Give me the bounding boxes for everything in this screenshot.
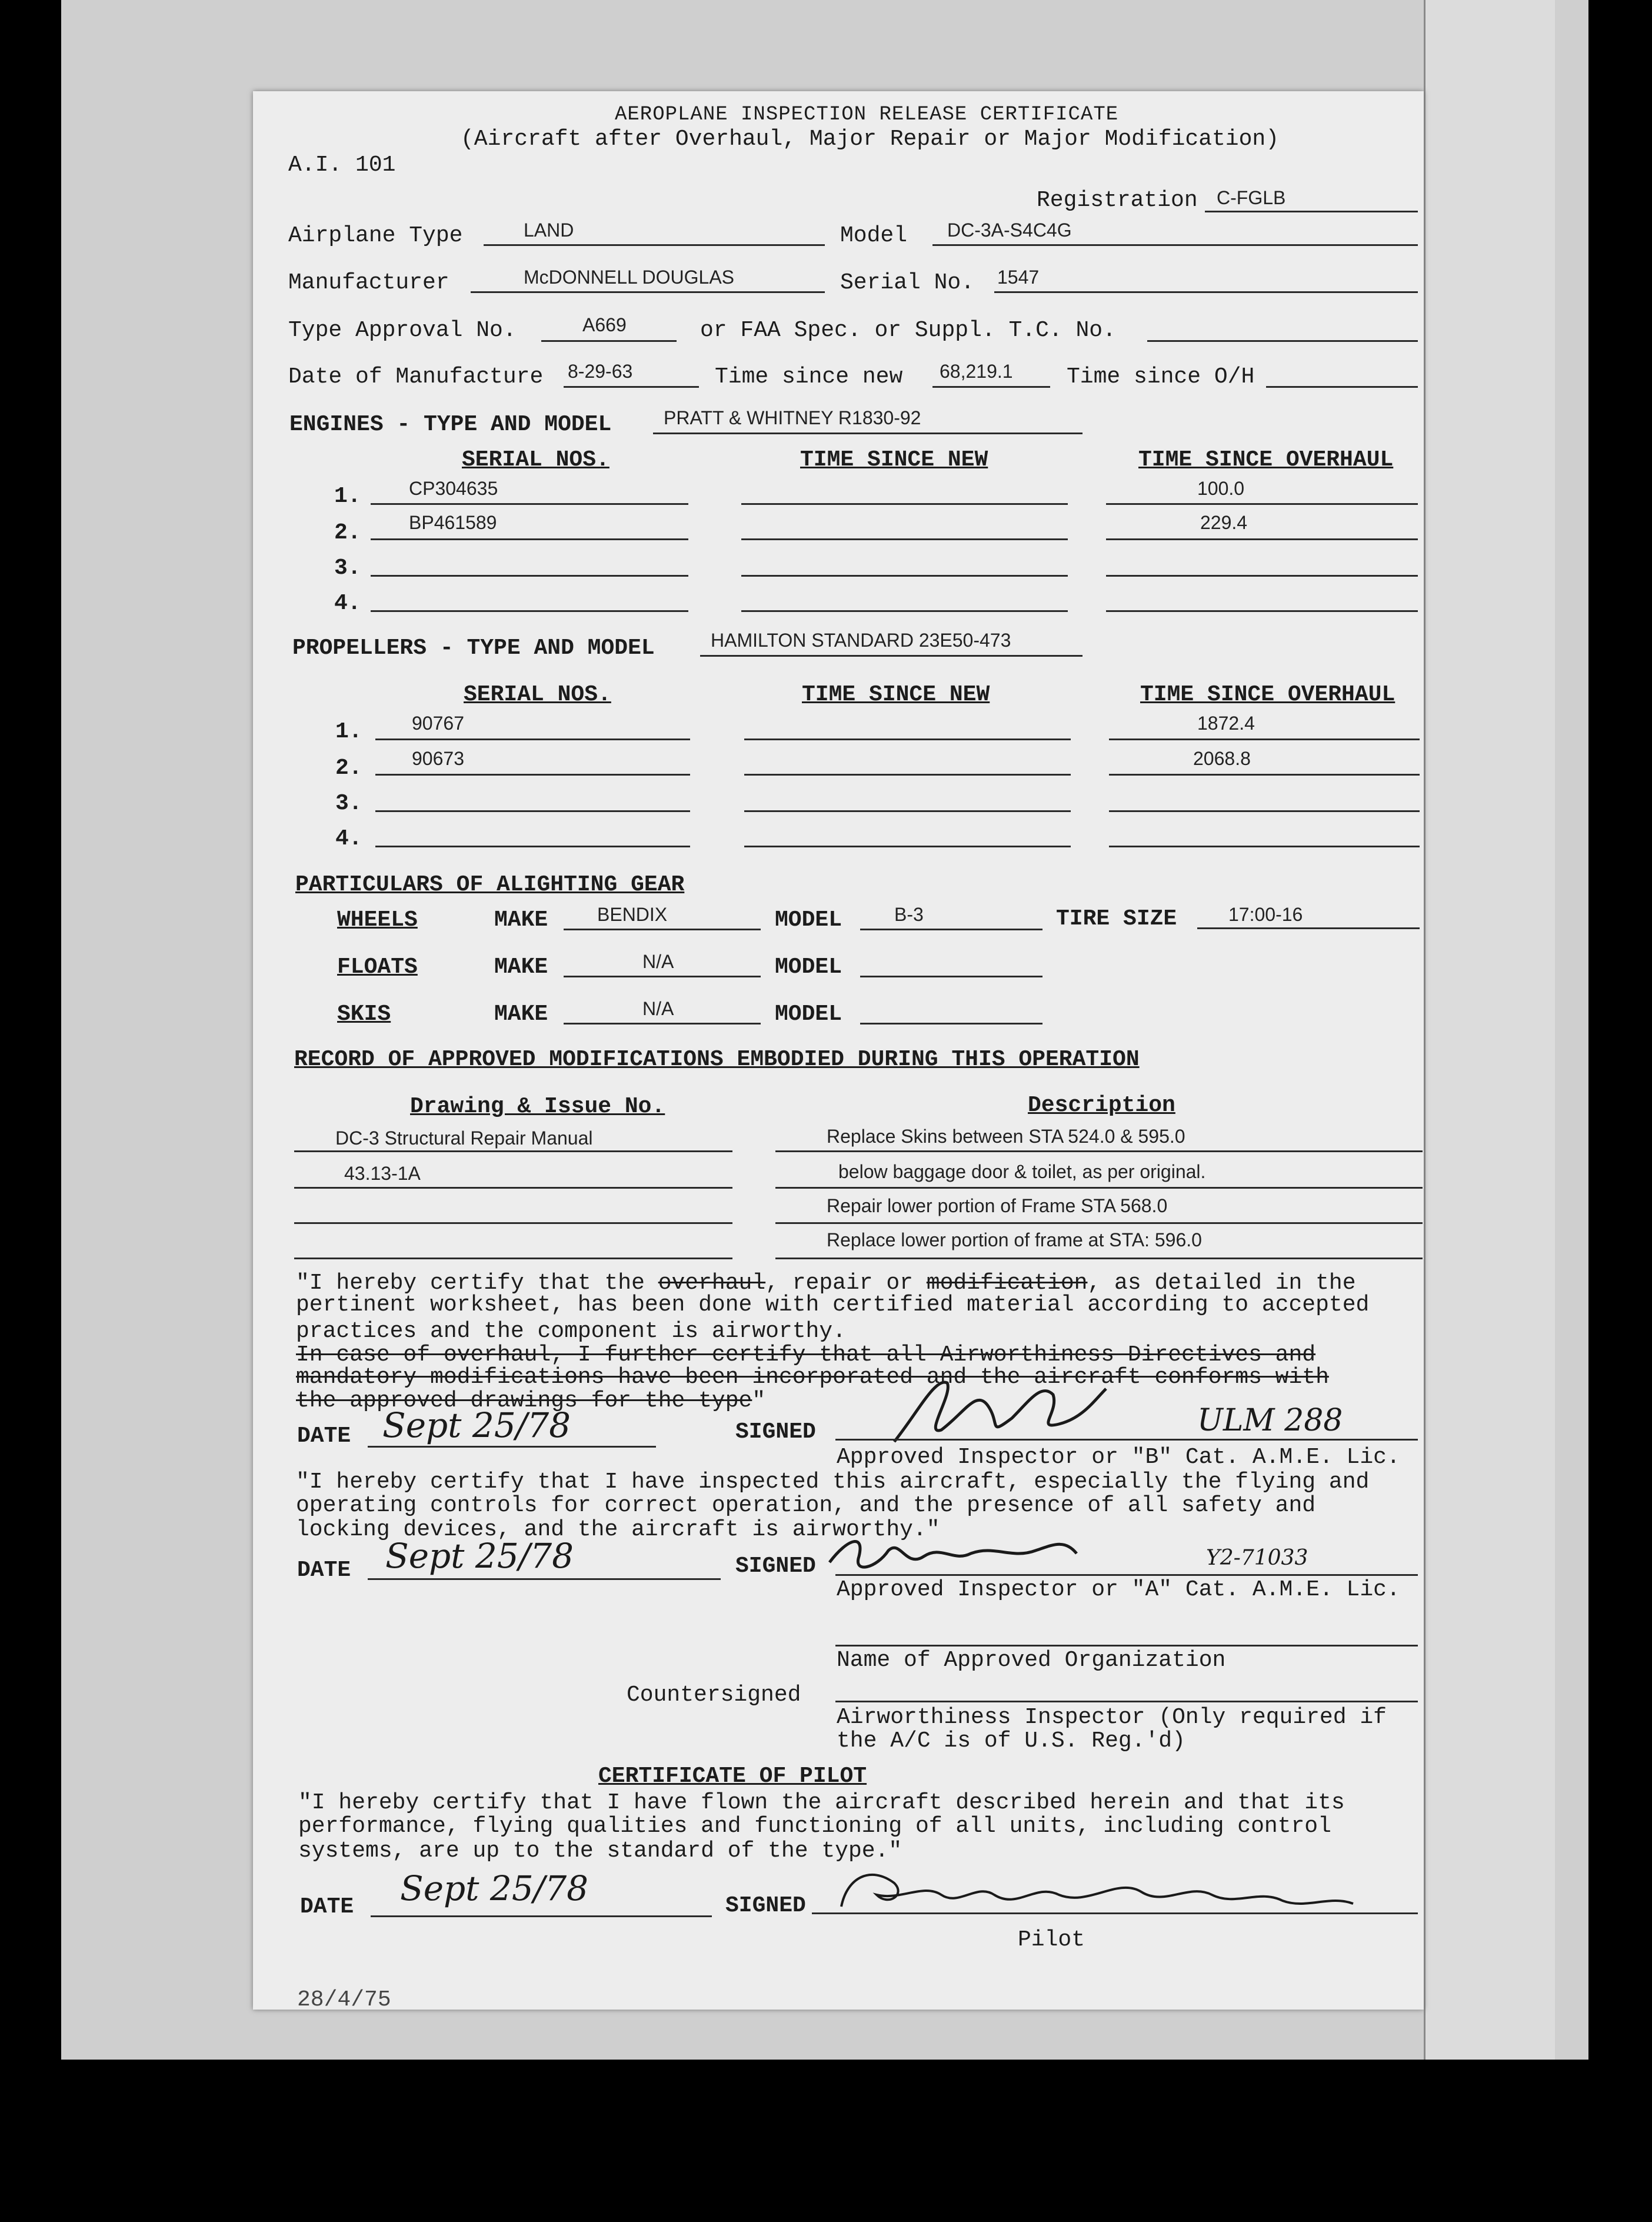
engine-row-number: 1. xyxy=(334,484,361,509)
countersigned-line xyxy=(835,1701,1418,1702)
cert1-signature xyxy=(882,1371,1153,1448)
pilot-date-handwritten: Sept 25/78 xyxy=(400,1868,589,1908)
propeller-row-line xyxy=(375,846,690,847)
org-line xyxy=(835,1645,1418,1646)
wheels-label: WHEELS xyxy=(337,907,418,933)
engines-col-serial: SERIAL NOS. xyxy=(462,447,609,473)
model-value: DC-3A-S4C4G xyxy=(947,219,1072,241)
skis-model-line xyxy=(860,1023,1043,1024)
time-since-overhaul-label: Time since O/H xyxy=(1067,364,1255,390)
pilot-label: Pilot xyxy=(1018,1927,1085,1952)
mod-row-line xyxy=(294,1222,732,1224)
cert2-date-line xyxy=(368,1578,721,1580)
time-since-new-value: 68,219.1 xyxy=(940,361,1013,382)
engines-col-time-overhaul: TIME SINCE OVERHAUL xyxy=(1138,447,1394,473)
cert1-line3: practices and the component is airworthy. xyxy=(296,1319,846,1344)
propeller-serial: 90673 xyxy=(412,748,464,769)
floats-model-label: MODEL xyxy=(775,954,842,980)
cert2-signed-label: SIGNED xyxy=(735,1554,816,1579)
mod-description: Repair lower portion of Frame STA 568.0 xyxy=(827,1195,1168,1216)
propeller-time-overhaul: 1872.4 xyxy=(1197,713,1255,734)
cert2-line2: operating controls for correct operation, and the presence of all safety and xyxy=(296,1493,1316,1518)
model-label: Model xyxy=(840,223,908,248)
time-since-overhaul-line xyxy=(1266,386,1418,388)
cert1-line5-struck: mandatory modifications have been incorporated and the aircraft conforms with xyxy=(296,1365,1329,1390)
tire-size-line xyxy=(1197,927,1420,929)
type-approval-value: A669 xyxy=(582,314,627,335)
mod-drawing: DC-3 Structural Repair Manual xyxy=(335,1127,593,1149)
pilot-signature xyxy=(824,1860,1377,1924)
propeller-row-line xyxy=(375,739,690,740)
engine-time-overhaul: 100.0 xyxy=(1197,478,1245,499)
cert1-signed-label: SIGNED xyxy=(735,1419,816,1445)
manufacturer-line xyxy=(471,291,825,293)
document-title: AEROPLANE INSPECTION RELEASE CERTIFICATE xyxy=(615,104,1119,126)
skis-make-label: MAKE xyxy=(494,1002,548,1027)
pilot-line1: "I hereby certify that I have flown the aircraft described herein and that its xyxy=(298,1790,1345,1815)
time-since-new-label: Time since new xyxy=(715,364,903,390)
propeller-row-line xyxy=(744,810,1071,812)
registration-label: Registration xyxy=(1037,188,1198,213)
aw-inspector-line1: Airworthiness Inspector (Only required if xyxy=(837,1705,1387,1730)
pilot-signed-line xyxy=(812,1912,1418,1914)
pilot-heading: CERTIFICATE OF PILOT xyxy=(598,1764,867,1789)
engine-row-line xyxy=(741,575,1068,577)
propeller-row-line xyxy=(375,810,690,812)
org-label: Name of Approved Organization xyxy=(837,1648,1226,1673)
propeller-row-line xyxy=(1109,846,1420,847)
floats-make-value: N/A xyxy=(642,951,674,972)
mods-col-description: Description xyxy=(1028,1093,1175,1118)
mod-description: Replace lower portion of frame at STA: 596.0 xyxy=(827,1229,1202,1250)
mod-description: Replace Skins between STA 524.0 & 595.0 xyxy=(827,1126,1185,1147)
floats-model-line xyxy=(860,976,1043,977)
faa-spec-line xyxy=(1147,340,1418,342)
manufacturer-label: Manufacturer xyxy=(288,270,449,295)
wheels-make-label: MAKE xyxy=(494,907,548,933)
engine-serial: CP304635 xyxy=(409,478,498,499)
airplane-type-line xyxy=(484,244,825,246)
propellers-col-time-overhaul: TIME SINCE OVERHAUL xyxy=(1140,682,1395,707)
engine-row-number: 4. xyxy=(334,591,361,616)
scan-edge-strip xyxy=(1424,0,1555,2060)
cert1-line1: "I hereby certify that the overhaul, repair or modification, as detailed in the xyxy=(296,1270,1356,1296)
tire-size-value: 17:00-16 xyxy=(1228,904,1303,925)
serial-value: 1547 xyxy=(997,267,1040,288)
cert2-line3: locking devices, and the aircraft is airworthy." xyxy=(296,1517,940,1542)
wheels-make-value: BENDIX xyxy=(597,904,668,925)
mod-drawing: 43.13-1A xyxy=(344,1163,421,1184)
cert2-licence-number: Y2-71033 xyxy=(1206,1546,1308,1570)
floats-make-label: MAKE xyxy=(494,954,548,980)
skis-make-value: N/A xyxy=(642,998,674,1019)
engines-heading: ENGINES - TYPE AND MODEL xyxy=(289,412,612,437)
engine-row-line xyxy=(371,503,688,505)
serial-line xyxy=(994,291,1418,293)
mod-row-line xyxy=(294,1258,732,1259)
registration-line xyxy=(1205,211,1418,212)
cert2-licence-label: Approved Inspector or "A" Cat. A.M.E. Lic. xyxy=(837,1577,1400,1602)
tire-size-label: TIRE SIZE xyxy=(1056,906,1177,932)
airplane-type-label: Airplane Type xyxy=(288,223,463,248)
faa-spec-label: or FAA Spec. or Suppl. T.C. No. xyxy=(700,318,1116,343)
date-of-manufacture-label: Date of Manufacture xyxy=(288,364,544,390)
propellers-col-serial: SERIAL NOS. xyxy=(464,682,611,707)
serial-label: Serial No. xyxy=(840,270,975,295)
propeller-row-line xyxy=(744,739,1071,740)
form-number: A.I. 101 xyxy=(288,152,396,178)
propeller-row-line xyxy=(375,774,690,776)
cert1-licence-number: ULM 288 xyxy=(1197,1403,1343,1438)
engine-serial: BP461589 xyxy=(409,512,497,533)
date-of-manufacture-line xyxy=(564,386,699,388)
cert2-signed-line xyxy=(835,1574,1418,1576)
cert1-date-label: DATE xyxy=(297,1423,351,1449)
airplane-type-value: LAND xyxy=(524,219,574,241)
wheels-model-label: MODEL xyxy=(775,907,842,933)
propeller-row-line xyxy=(1109,774,1420,776)
type-approval-line xyxy=(541,340,677,342)
cert1-signed-line xyxy=(835,1439,1418,1441)
gear-heading: PARTICULARS OF ALIGHTING GEAR xyxy=(295,872,685,897)
engines-col-time-new: TIME SINCE NEW xyxy=(800,447,988,473)
date-of-manufacture-value: 8-29-63 xyxy=(568,361,633,382)
engine-row-number: 2. xyxy=(334,520,361,545)
mod-row-line xyxy=(294,1187,732,1189)
floats-label: FLOATS xyxy=(337,954,418,980)
wheels-model-value: B-3 xyxy=(894,904,924,925)
cert2-date-handwritten: Sept 25/78 xyxy=(385,1536,574,1576)
engine-row-line xyxy=(371,575,688,577)
propeller-row-line xyxy=(744,846,1071,847)
propeller-row-number: 3. xyxy=(335,791,362,816)
form-revision-code: 28/4/75 xyxy=(297,1987,391,2013)
type-approval-label: Type Approval No. xyxy=(288,318,517,343)
mod-description: below baggage door & toilet, as per original. xyxy=(838,1161,1206,1182)
propeller-row-number: 1. xyxy=(335,719,362,744)
cert2-line1: "I hereby certify that I have inspected this aircraft, especially the flying and xyxy=(296,1469,1370,1495)
engine-row-line xyxy=(741,610,1068,612)
engine-row-number: 3. xyxy=(334,556,361,581)
cert1-line4-struck: In case of overhaul, I further certify that all Airworthiness Directives and xyxy=(296,1342,1316,1368)
propeller-time-overhaul: 2068.8 xyxy=(1193,748,1251,769)
model-line xyxy=(932,244,1418,246)
propeller-row-number: 2. xyxy=(335,756,362,781)
propellers-model-value: HAMILTON STANDARD 23E50-473 xyxy=(711,630,1011,651)
engine-row-line xyxy=(371,538,688,540)
engines-model-value: PRATT & WHITNEY R1830-92 xyxy=(664,407,921,428)
propeller-row-line xyxy=(1109,810,1420,812)
cert1-date-line xyxy=(368,1446,656,1448)
pilot-line3: systems, are up to the standard of the type." xyxy=(298,1838,902,1864)
cert2-date-label: DATE xyxy=(297,1558,351,1583)
aw-inspector-line2: the A/C is of U.S. Reg.'d) xyxy=(837,1728,1185,1754)
wheels-model-line xyxy=(860,929,1043,930)
propellers-model-line xyxy=(700,655,1083,657)
countersigned-label: Countersigned xyxy=(627,1682,801,1708)
propellers-heading: PROPELLERS - TYPE AND MODEL xyxy=(292,636,655,661)
engine-row-line xyxy=(1106,610,1418,612)
engine-time-overhaul: 229.4 xyxy=(1200,512,1248,533)
skis-make-line xyxy=(564,1023,761,1024)
document-subtitle: (Aircraft after Overhaul, Major Repair or Major Modification) xyxy=(461,127,1280,152)
propeller-serial: 90767 xyxy=(412,713,464,734)
mods-heading: RECORD OF APPROVED MODIFICATIONS EMBODIED DURING THIS OPERATION xyxy=(294,1047,1140,1072)
floats-make-line xyxy=(564,976,761,977)
engine-row-line xyxy=(741,503,1068,505)
engine-row-line xyxy=(371,610,688,612)
wheels-make-line xyxy=(564,929,761,930)
propellers-col-time-new: TIME SINCE NEW xyxy=(802,682,990,707)
propeller-row-number: 4. xyxy=(335,826,362,851)
cert1-line2: pertinent worksheet, has been done with certified material according to accepted xyxy=(296,1292,1370,1318)
cert1-date-handwritten: Sept 25/78 xyxy=(382,1405,571,1445)
propeller-row-line xyxy=(744,774,1071,776)
time-since-new-line xyxy=(932,386,1050,388)
mods-col-drawing: Drawing & Issue No. xyxy=(410,1094,665,1119)
engine-row-line xyxy=(1106,503,1418,505)
engine-row-line xyxy=(1106,575,1418,577)
engine-row-line xyxy=(1106,538,1418,540)
skis-model-label: MODEL xyxy=(775,1002,842,1027)
mod-row-line xyxy=(775,1150,1423,1152)
manufacturer-value: McDONNELL DOUGLAS xyxy=(524,267,734,288)
pilot-signed-label: SIGNED xyxy=(725,1893,806,1918)
cert1-line6: the approved drawings for the type" xyxy=(296,1388,766,1413)
pilot-date-line xyxy=(371,1915,712,1917)
mod-row-line xyxy=(775,1258,1423,1259)
propeller-row-line xyxy=(1109,739,1420,740)
pilot-line2: performance, flying qualities and functioning of all units, including control xyxy=(298,1814,1331,1839)
engines-model-line xyxy=(653,433,1083,434)
registration-value: C-FGLB xyxy=(1217,187,1286,208)
mod-row-line xyxy=(294,1150,732,1152)
cert1-licence-label: Approved Inspector or "B" Cat. A.M.E. Lic. xyxy=(837,1445,1400,1470)
skis-label: SKIS xyxy=(337,1002,391,1027)
engine-row-line xyxy=(741,538,1068,540)
mod-row-line xyxy=(775,1222,1423,1224)
mod-row-line xyxy=(775,1187,1423,1189)
pilot-date-label: DATE xyxy=(300,1894,354,1920)
